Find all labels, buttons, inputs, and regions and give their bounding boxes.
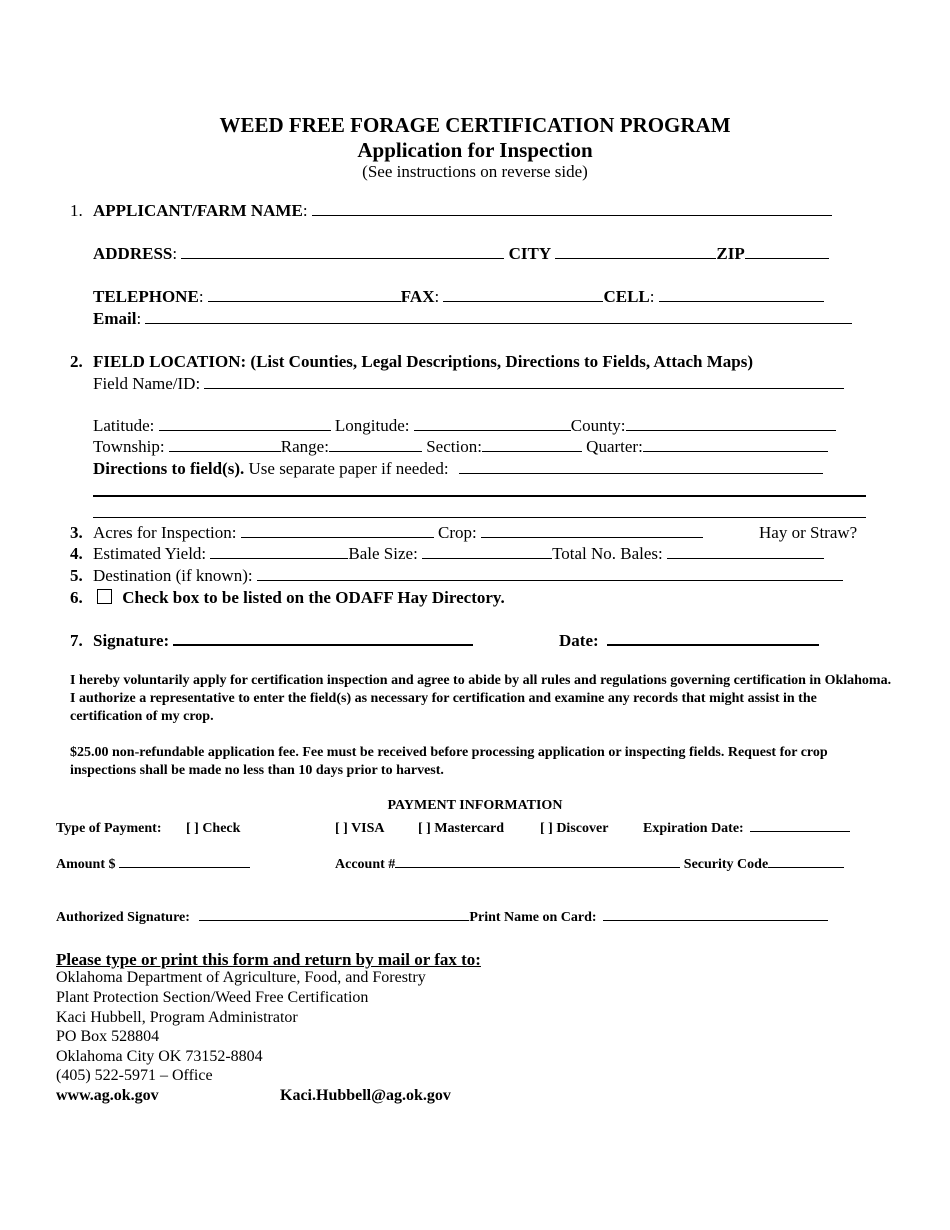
township-row <box>93 437 828 457</box>
township-label: Township: <box>93 437 165 456</box>
email-row: Email: <box>93 309 852 329</box>
email-input-line[interactable] <box>145 322 852 324</box>
telephone-label: TELEPHONE <box>93 287 199 306</box>
telephone-row: TELEPHONE: FAX: CELL: <box>93 287 824 307</box>
total-bales-input-line[interactable] <box>667 557 824 559</box>
payment-mastercard-option[interactable]: [ ] Mastercard <box>418 821 505 836</box>
account-row <box>335 857 844 873</box>
directions-label: Directions to field(s). <box>93 459 245 478</box>
directions-row <box>93 459 823 479</box>
expiration-label: Expiration Date: <box>643 821 744 836</box>
city-input-line[interactable] <box>555 257 716 259</box>
amount-input-line[interactable] <box>119 866 250 868</box>
applicant-label: APPLICANT/FARM NAME <box>93 201 303 220</box>
section-3-number: 3. <box>70 523 83 542</box>
hay-directory-label: Check box to be listed on the ODAFF Hay Directory. <box>122 588 505 607</box>
signature-label: Signature: <box>93 631 170 650</box>
date-row <box>559 631 819 651</box>
crop-label: Crop: <box>438 523 477 542</box>
section-1-number: 1. <box>70 201 83 220</box>
contact-heading: Please type or print this form and return by mail or fax to: <box>56 950 481 969</box>
form-note: (See instructions on reverse side) <box>362 162 588 181</box>
section-7-number: 7. <box>70 631 83 650</box>
field-name-row <box>93 374 844 394</box>
auth-signature-label: Authorized Signature: <box>56 910 190 925</box>
directions-input-line-3[interactable] <box>93 517 866 518</box>
directions-input-line-2[interactable] <box>93 495 866 497</box>
payment-type-label: Type of Payment: <box>56 821 162 836</box>
zip-label: ZIP <box>716 244 745 263</box>
payment-check-option[interactable]: [ ] Check <box>186 821 241 836</box>
county-input-line[interactable] <box>626 429 836 431</box>
bale-size-input-line[interactable] <box>422 557 552 559</box>
field-location-heading: FIELD LOCATION: (List Counties, Legal Descriptions, Directions to Fields, Attach Maps) <box>93 352 754 371</box>
applicant-input-line[interactable] <box>312 214 832 216</box>
payment-discover-option[interactable]: [ ] Discover <box>540 821 609 836</box>
section-4-number: 4. <box>70 544 83 563</box>
account-input-line[interactable] <box>395 866 680 868</box>
cell-label: CELL <box>603 287 650 306</box>
print-name-input-line[interactable] <box>603 919 828 921</box>
yield-input-line[interactable] <box>210 557 348 559</box>
hay-straw-label: Hay or Straw? <box>759 523 858 542</box>
contact-line-5: Oklahoma City OK 73152-8804 <box>56 1048 263 1065</box>
section-label: Section: <box>426 437 482 456</box>
email-label: Email <box>93 309 137 328</box>
form-subtitle: Application for Inspection <box>357 138 593 162</box>
directions-input-line-1[interactable] <box>459 472 823 474</box>
range-input-line[interactable] <box>329 450 422 452</box>
quarter-label: Quarter: <box>586 437 643 456</box>
field-name-input-line[interactable] <box>204 387 844 389</box>
form-title: WEED FREE FORAGE CERTIFICATION PROGRAM <box>219 113 731 137</box>
amount-row <box>56 857 250 873</box>
expiration-input-line[interactable] <box>750 830 850 832</box>
county-label: County: <box>570 416 626 435</box>
date-label: Date: <box>559 631 599 650</box>
fax-label: FAX <box>400 287 435 306</box>
yield-label: Estimated Yield: <box>93 544 207 563</box>
latitude-input-line[interactable] <box>159 429 331 431</box>
payment-heading: PAYMENT INFORMATION <box>387 798 563 813</box>
bale-size-label: Bale Size: <box>348 544 418 563</box>
expiration-row <box>643 821 850 837</box>
field-name-label: Field Name/ID: <box>93 374 201 393</box>
print-name-label: Print Name on Card: <box>469 910 597 925</box>
zip-input-line[interactable] <box>745 257 829 259</box>
security-input-line[interactable] <box>768 866 844 868</box>
signature-row <box>93 631 473 651</box>
fee-notice: $25.00 non-refundable application fee. Fee must be received before processing application or inspecting fields. Request for crop inspections shall be made no less than 10 days prior to harvest. <box>70 745 828 778</box>
section-6-number: 6. <box>70 588 83 607</box>
address-row: ADDRESS: CITY ZIP <box>93 244 829 264</box>
longitude-input-line[interactable] <box>414 429 571 431</box>
applicant-row: APPLICANT/FARM NAME: <box>93 201 832 221</box>
contact-email[interactable]: Kaci.Hubbell@ag.ok.gov <box>280 1087 451 1104</box>
contact-line-3: Kaci Hubbell, Program Administrator <box>56 1009 298 1026</box>
contact-website[interactable]: www.ag.ok.gov <box>56 1087 159 1104</box>
fax-input-line[interactable] <box>443 300 603 302</box>
contact-line-6: (405) 522-5971 – Office <box>56 1067 213 1084</box>
acres-label: Acres for Inspection: <box>93 523 237 542</box>
city-label: CITY <box>508 244 552 263</box>
yield-row <box>93 544 824 564</box>
quarter-input-line[interactable] <box>643 450 828 452</box>
directions-note: Use separate paper if needed: <box>248 459 449 478</box>
auth-signature-input-line[interactable] <box>199 919 469 921</box>
range-label: Range: <box>280 437 329 456</box>
auth-signature-row <box>56 910 828 926</box>
destination-label: Destination (if known): <box>93 566 253 585</box>
date-input-line[interactable] <box>607 643 819 646</box>
section-input-line[interactable] <box>482 450 582 452</box>
township-input-line[interactable] <box>169 450 281 452</box>
hay-directory-row <box>97 588 505 608</box>
acres-row <box>93 523 703 543</box>
signature-input-line[interactable] <box>173 643 473 646</box>
total-bales-label: Total No. Bales: <box>552 544 663 563</box>
acres-input-line[interactable] <box>241 536 434 538</box>
latitude-label: Latitude: <box>93 416 155 435</box>
section-5-number: 5. <box>70 566 83 585</box>
destination-row <box>93 566 843 586</box>
contact-line-2: Plant Protection Section/Weed Free Certification <box>56 989 369 1006</box>
payment-visa-option[interactable]: [ ] VISA <box>335 821 385 836</box>
account-label: Account # <box>335 857 396 872</box>
contact-line-1: Oklahoma Department of Agriculture, Food, and Forestry <box>56 969 426 986</box>
address-label: ADDRESS <box>93 244 173 263</box>
agreement-text: I hereby voluntarily apply for certification inspection and agree to abide by all rules and regulations governing certification in Oklahoma. I authorize a representative to enter the field(s) as necessary for certification and examine any records that might assist in the certification of my crop. <box>70 673 892 724</box>
security-label: Security Code <box>683 857 769 872</box>
telephone-input-line[interactable] <box>208 300 401 302</box>
amount-label: Amount $ <box>56 857 116 872</box>
longitude-label: Longitude: <box>334 416 410 435</box>
address-input-line[interactable] <box>181 257 504 259</box>
destination-input-line[interactable] <box>257 579 843 581</box>
crop-input-line[interactable] <box>481 536 703 538</box>
section-2-number: 2. <box>70 352 83 371</box>
contact-line-4: PO Box 528804 <box>56 1028 160 1045</box>
hay-directory-checkbox[interactable] <box>97 589 112 604</box>
lat-long-row <box>93 416 836 436</box>
cell-input-line[interactable] <box>659 300 824 302</box>
